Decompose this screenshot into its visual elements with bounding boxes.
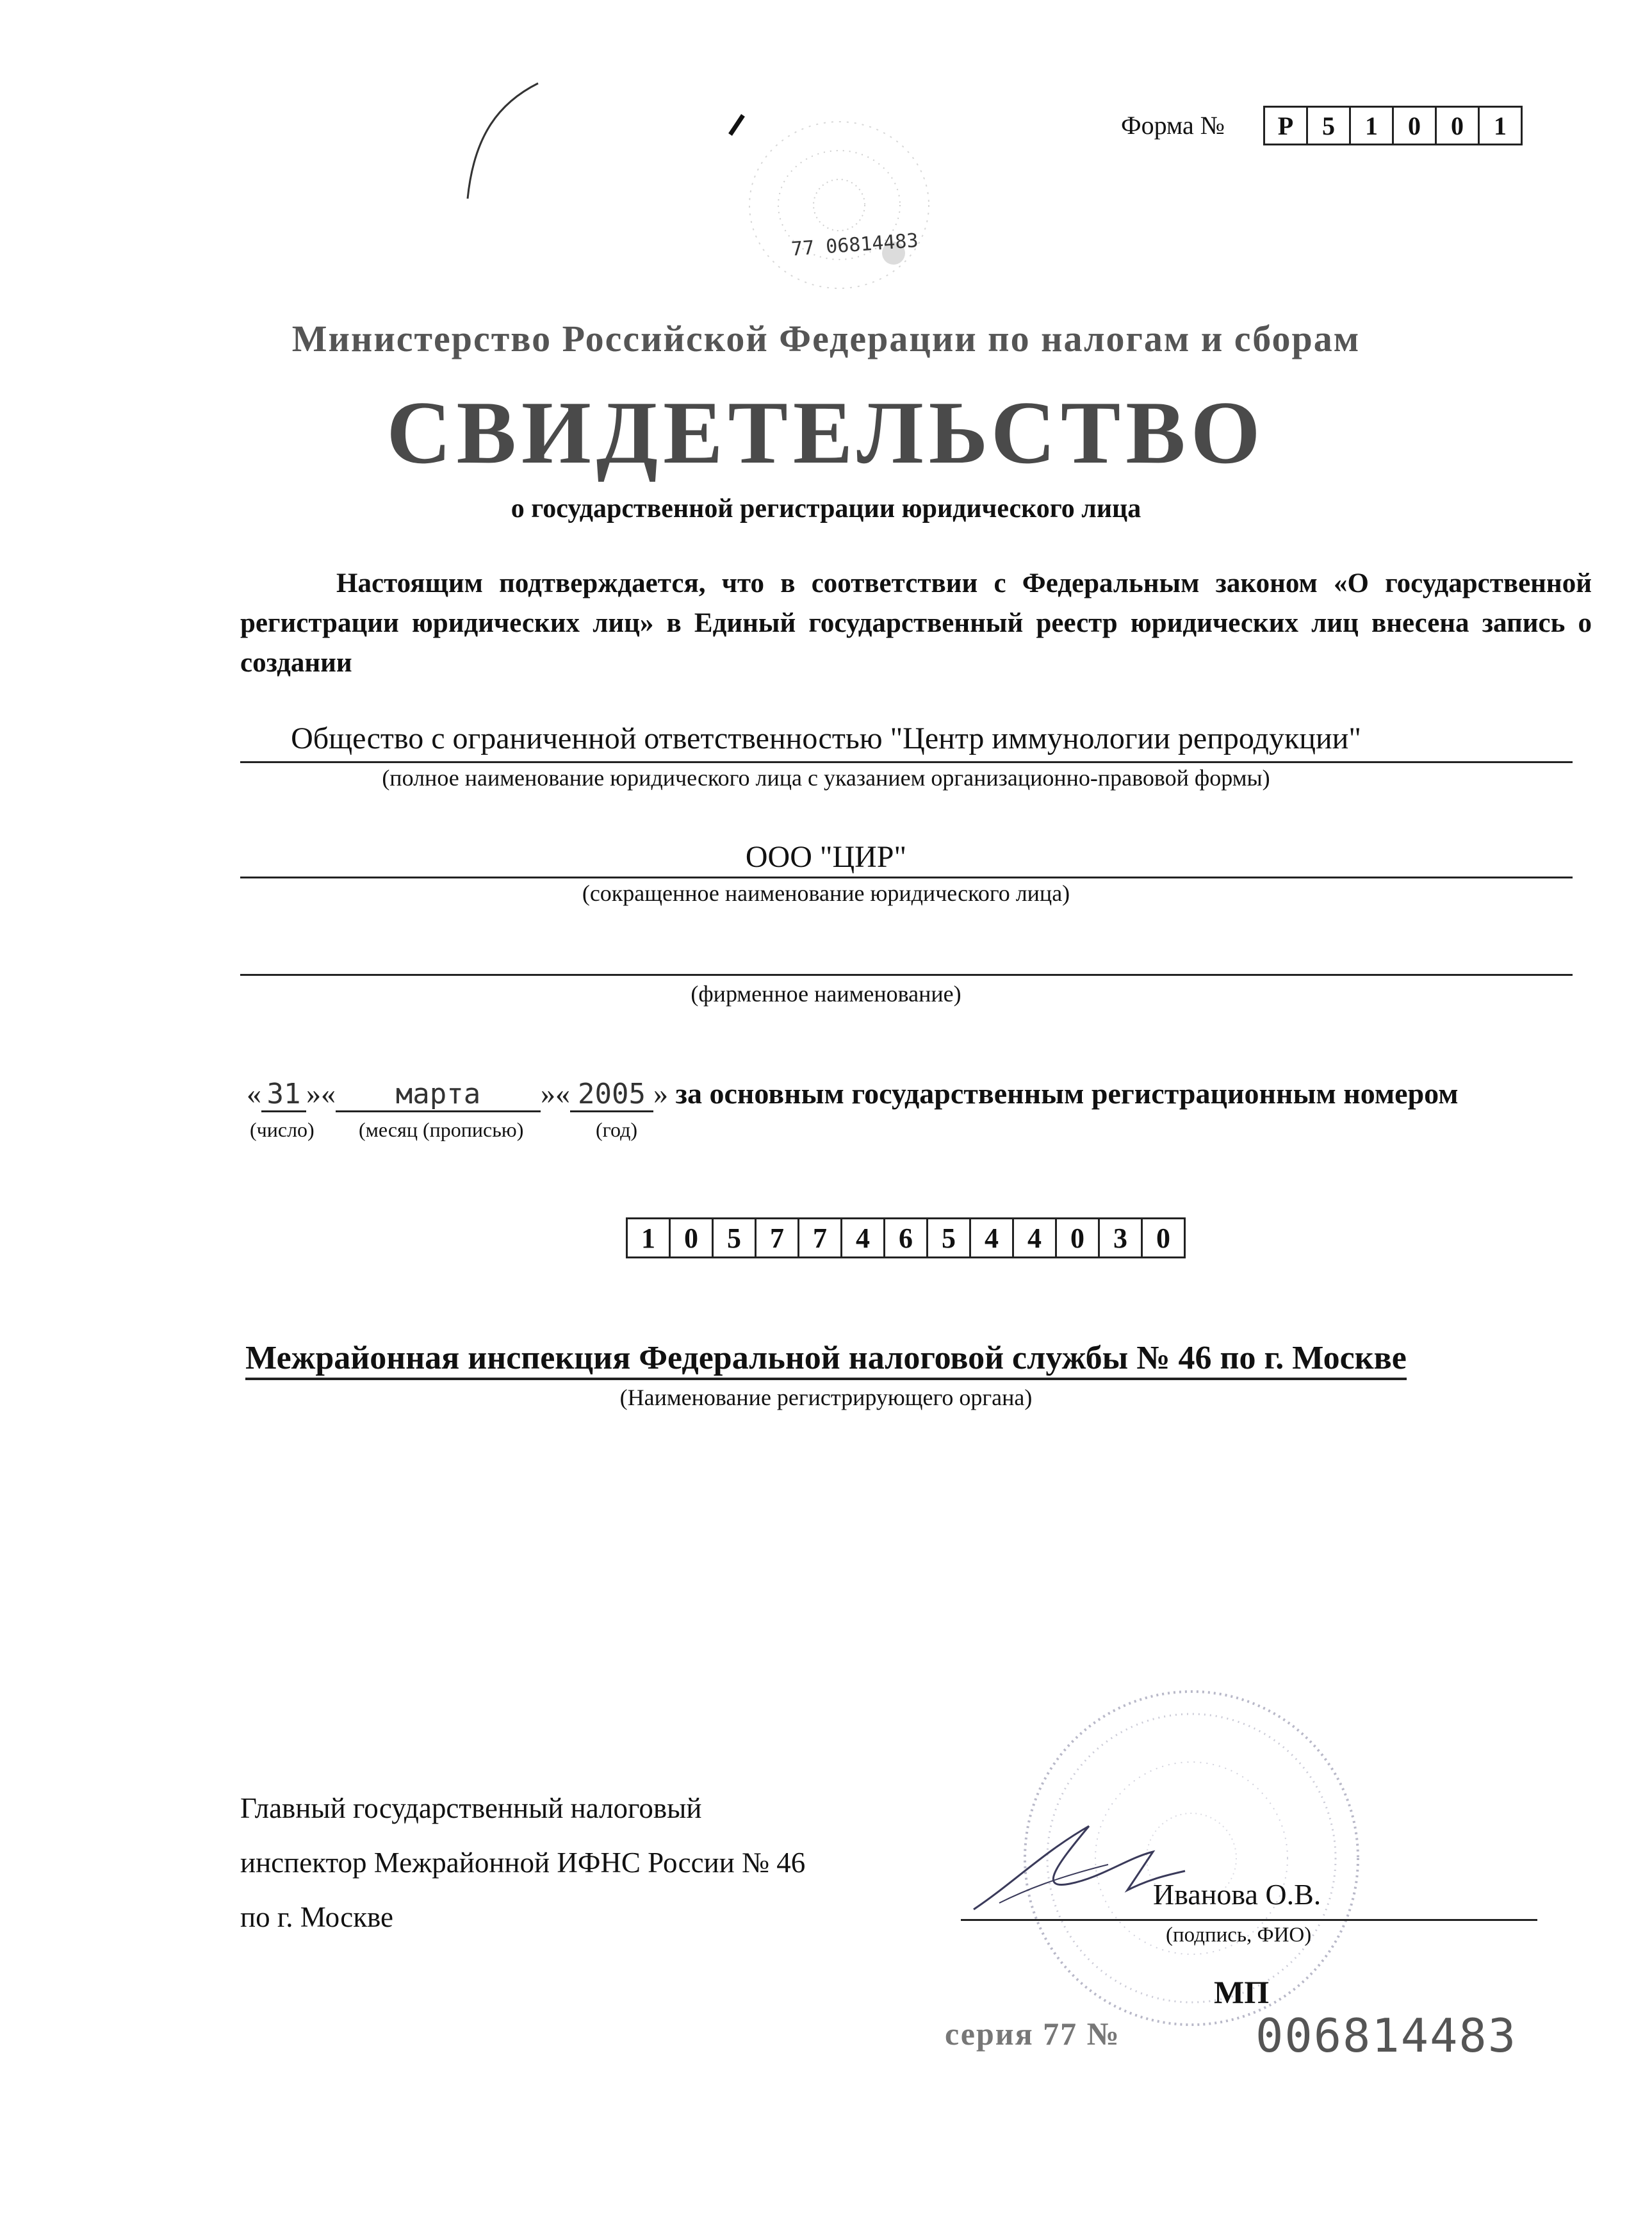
form-code-cell: 1	[1478, 106, 1523, 145]
ogrn-digit: 7	[755, 1217, 799, 1258]
stamp-place-label: МП	[1214, 1974, 1270, 2010]
registration-date-row	[247, 1076, 1459, 1112]
brand-name-hint: (фирменное наименование)	[691, 981, 961, 1007]
date-month-hint: (месяц (прописью)	[359, 1118, 524, 1141]
quote-close: »	[541, 1077, 555, 1110]
intro-paragraph: Настоящим подтверждается, что в соответствии с Федеральным законом «О государственной регистрации юридических лиц» в Единый государственный реестр юридических лиц внесена запись о создании	[240, 568, 1592, 678]
registering-authority-value: Межрайонная инспекция Федеральной налоговой службы № 46 по г. Москве	[245, 1340, 1407, 1380]
inspector-line-3: по г. Москве	[240, 1901, 394, 1933]
form-code-cell: 0	[1435, 106, 1480, 145]
ogrn-digit: 4	[969, 1217, 1014, 1258]
date-year: 2005	[570, 1078, 653, 1112]
certificate-subtitle: о государственной регистрации юридического лица	[511, 494, 1141, 523]
series-label: серия 77 №	[945, 2016, 1120, 2052]
ogrn-digit: 6	[883, 1217, 928, 1258]
short-name-line	[240, 877, 1573, 878]
full-name-value: Общество с ограниченной ответственностью "Центр иммунологии репродукции"	[291, 721, 1361, 755]
signer-name: Иванова О.В.	[1153, 1878, 1321, 1911]
short-name-value: ООО "ЦИР"	[745, 840, 907, 874]
hologram-number: 77 06814483	[790, 229, 919, 261]
full-name-line	[240, 761, 1573, 763]
signature-line	[961, 1919, 1537, 1921]
brand-name-line	[240, 974, 1573, 976]
quote-close: »	[653, 1077, 668, 1110]
hologram-sticker	[737, 109, 948, 301]
date-year-hint: (год)	[596, 1118, 637, 1141]
form-label: Форма №	[1121, 111, 1225, 140]
hologram-pattern-icon	[737, 109, 948, 301]
series-number: 006814483	[1255, 2009, 1517, 2063]
ogrn-digit: 1	[626, 1217, 671, 1258]
ogrn-digit: 0	[1055, 1217, 1100, 1258]
certificate-title: СВИДЕТЕЛЬСТВО	[386, 383, 1266, 482]
inspector-line-1: Главный государственный налоговый	[240, 1792, 702, 1824]
form-code-cell: 5	[1306, 106, 1351, 145]
pen-stroke-mark	[448, 77, 544, 205]
date-month: марта	[336, 1078, 541, 1112]
ministry-heading: Министерство Российской Федерации по налогам и сборам	[291, 318, 1361, 359]
ogrn-digit: 5	[926, 1217, 971, 1258]
full-name-hint: (полное наименование юридического лица с указанием организационно-правовой формы)	[382, 765, 1270, 791]
ogrn-digit: 5	[712, 1217, 756, 1258]
registering-authority-hint: (Наименование регистрирующего органа)	[619, 1385, 1033, 1410]
form-code-cell: 1	[1349, 106, 1394, 145]
ogrn-digit: 3	[1098, 1217, 1143, 1258]
date-tail-text: за основным государственным регистрационным номером	[675, 1077, 1459, 1110]
date-day-hint: (число)	[250, 1118, 315, 1141]
ogrn-digit: 7	[797, 1217, 842, 1258]
inspector-title	[240, 1781, 805, 1945]
ogrn-digit: 0	[669, 1217, 714, 1258]
date-day: 31	[261, 1078, 306, 1112]
quote-open: «	[321, 1077, 336, 1110]
quote-close: »	[306, 1077, 321, 1110]
ogrn-digit: 0	[1141, 1217, 1186, 1258]
short-name-hint: (сокращенное наименование юридического лица)	[582, 880, 1070, 906]
form-code-boxes	[1265, 106, 1523, 145]
registering-authority	[0, 1339, 1652, 1377]
ogrn-digit: 4	[840, 1217, 885, 1258]
ogrn-boxes	[628, 1217, 1186, 1258]
form-code-cell: Р	[1263, 106, 1308, 145]
inspector-line-2: инспектор Межрайонной ИФНС России № 46	[240, 1847, 806, 1879]
signature-hint: (подпись, ФИО)	[1166, 1923, 1312, 1947]
quote-open: «	[247, 1077, 261, 1110]
quote-open: «	[555, 1077, 570, 1110]
ogrn-digit: 4	[1012, 1217, 1057, 1258]
form-code-cell: 0	[1392, 106, 1437, 145]
